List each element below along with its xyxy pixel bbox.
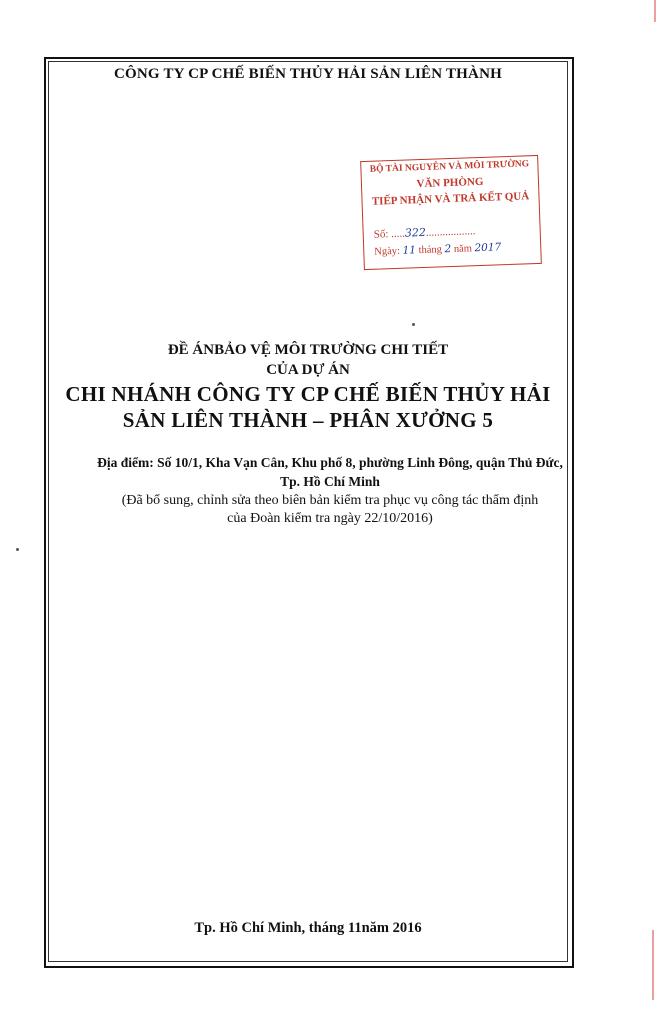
stamp-year-label: năm: [453, 243, 473, 255]
stamp-department: TIẾP NHẬN VÀ TRẢ KẾT QUẢ: [371, 190, 530, 208]
stamp-number-value: 322: [404, 225, 427, 240]
reception-stamp: [360, 155, 542, 270]
stamp-date-row: [374, 241, 501, 257]
place-and-date: Tp. Hồ Chí Minh, tháng 11năm 2016: [194, 920, 422, 936]
stamp-number-label: Số:: [373, 228, 389, 241]
scan-speck: [16, 548, 19, 551]
location-line-1: Địa điểm: Số 10/1, Kha Vạn Cân, Khu phố 8, phường Linh Đông, quận Thủ Đức,: [97, 455, 563, 470]
project-name-line-1: CHI NHÁNH CÔNG TY CP CHẾ BIẾN THỦY HẢI: [65, 382, 551, 406]
stamp-year: 2017: [474, 241, 502, 255]
stamp-ministry: BỘ TÀI NGUYÊN VÀ MÔI TRƯỜNG: [369, 159, 530, 175]
document-title-line-1: ĐỀ ÁNBẢO VỆ MÔI TRƯỜNG CHI TIẾT: [167, 342, 449, 358]
company-name: CÔNG TY CP CHẾ BIẾN THỦY HẢI SẢN LIÊN THÀNH: [114, 66, 502, 82]
stamp-date-label: Ngày:: [374, 245, 401, 258]
scan-margin-mark-top: [654, 0, 656, 22]
document-title-line-2: CỦA DỰ ÁN: [266, 362, 350, 378]
revision-note-line-1: (Đã bổ sung, chỉnh sửa theo biên bản kiểm tra phục vụ công tác thẩm định: [121, 493, 539, 508]
stamp-day: 11: [402, 244, 417, 257]
revision-note-line-2: của Đoàn kiểm tra ngày 22/10/2016): [227, 511, 433, 526]
scan-margin-mark: [652, 930, 654, 1000]
stamp-month: 2: [444, 243, 452, 256]
scan-speck: [412, 323, 415, 326]
stamp-number-row: Số: .....322..................: [373, 225, 476, 241]
stamp-month-label: tháng: [418, 244, 443, 257]
project-name-line-2: SẢN LIÊN THÀNH – PHÂN XƯỞNG 5: [122, 408, 494, 432]
location-line-2: Tp. Hồ Chí Minh: [280, 474, 380, 489]
stamp-office: VĂN PHÒNG: [416, 175, 484, 191]
